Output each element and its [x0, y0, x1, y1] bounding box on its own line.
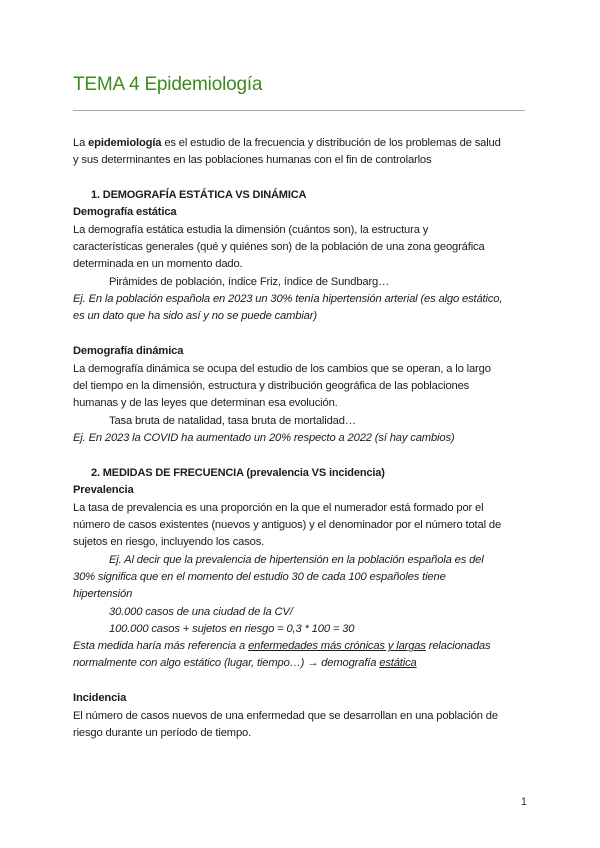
page-number: 1: [520, 796, 527, 808]
prevalencia-example: Ej. Al decir que la prevalencia de hipertensión en la población española es del: [109, 554, 484, 566]
prevalencia-note: Esta medida haría más referencia a enfermedades más crónicas y largas relacionadas: [73, 640, 491, 652]
prevalencia-line: número de casos existentes (nuevos y antiguos) y el denominador por el número total de: [73, 519, 502, 531]
incidencia-line: El número de casos nuevos de una enfermedad que se desarrollan en una población de: [73, 710, 498, 722]
dinamica-line: del tiempo en la dimensión, estructura y distribución geográfica de las poblaciones: [73, 380, 470, 392]
incidencia-title: Incidencia: [73, 692, 127, 704]
section-2-heading: 2. MEDIDAS DE FRECUENCIA (prevalencia VS incidencia): [91, 467, 385, 479]
prevalencia-example: 30% significa que en el momento del estudio 30 de cada 100 españoles tiene: [73, 571, 446, 583]
dinamica-indent: Tasa bruta de natalidad, tasa bruta de mortalidad…: [109, 415, 356, 427]
intro-line-1: La epidemiología es el estudio de la frecuencia y distribución de los problemas de salud: [73, 137, 501, 149]
incidencia-line: riesgo durante un período de tiempo.: [73, 727, 252, 739]
estatica-example: Ej. En la población española en 2023 un 30% tenía hipertensión arterial (es algo estático,: [73, 293, 503, 305]
estatica-example: es un dato que ha sido así y no se puede cambiar): [73, 310, 317, 322]
estatica-indent: Pirámides de población, índice Friz, índice de Sundbarg…: [109, 276, 390, 288]
page-title: TEMA 4 Epidemiología: [73, 74, 263, 95]
dinamica-title: Demografía dinámica: [73, 345, 184, 357]
prevalencia-note: normalmente con algo estático (lugar, tiempo…) → demografía estática: [73, 657, 417, 669]
prevalencia-line: sujetos en riesgo, incluyendo los casos.: [73, 536, 265, 548]
prevalencia-example: hipertensión: [73, 588, 133, 600]
dinamica-example: Ej. En 2023 la COVID ha aumentado un 20% respecto a 2022 (sí hay cambios): [73, 432, 455, 444]
intro-line-2: y sus determinantes en las poblaciones humanas con el fin de controlarlos: [73, 154, 432, 166]
prevalencia-line: La tasa de prevalencia es una proporción en la que el numerador está formado por el: [73, 502, 484, 514]
prevalencia-title: Prevalencia: [73, 484, 134, 496]
estatica-line: características generales (qué y quiénes son) de la población de una zona geográfica: [73, 241, 485, 253]
section-1-heading: 1. DEMOGRAFÍA ESTÁTICA VS DINÁMICA: [91, 189, 307, 201]
dinamica-line: humanas y de las leyes que determinan esa evolución.: [73, 397, 338, 409]
dinamica-line: La demografía dinámica se ocupa del estudio de los cambios que se operan, a lo largo: [73, 363, 491, 375]
epidemiologia-term: epidemiología: [88, 137, 162, 149]
prevalencia-formula: 100.000 casos + sujetos en riesgo = 0,3 * 100 = 30: [109, 623, 355, 635]
estatica-title: Demografía estática: [73, 206, 177, 218]
estatica-line: determinada en un momento dado.: [73, 258, 243, 270]
title-divider: [73, 110, 525, 111]
prevalencia-formula: 30.000 casos de una ciudad de la CV/: [109, 606, 293, 618]
estatica-line: La demografía estática estudia la dimensión (cuántos son), la estructura y: [73, 224, 429, 236]
